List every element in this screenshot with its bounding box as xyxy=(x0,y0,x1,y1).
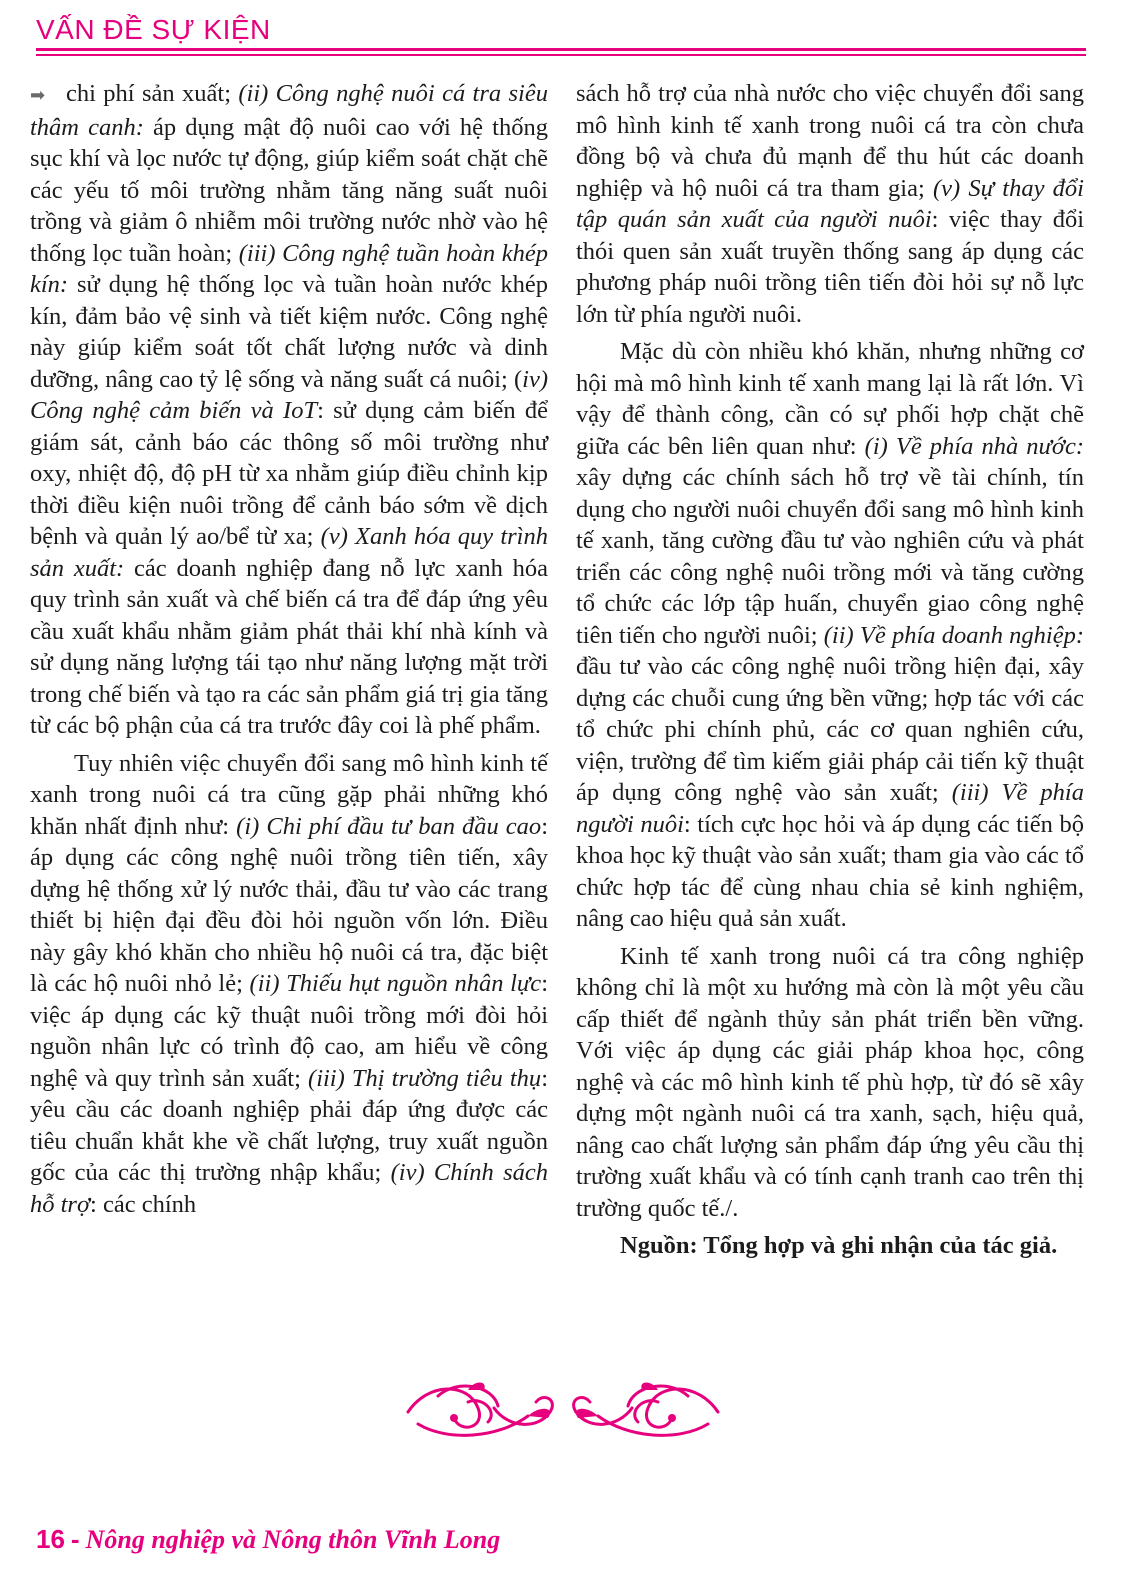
text-run-italic: (i) Chi phí đầu tư ban đầu cao xyxy=(236,812,542,840)
text-run: chi phí sản xuất; xyxy=(66,80,239,107)
text-run: : yêu cầu các doanh nghiệp phải đáp ứng được các tiêu chuẩn khắt khe về chất lượng, truy xuất nguồn gốc của các thị trường nhập khẩu; xyxy=(30,1064,548,1186)
floral-divider-ornament xyxy=(398,1372,728,1444)
text-run: sử dụng hệ thống lọc và tuần hoàn nước khép kín, đảm bảo vệ sinh và tiết kiệm nước. Công nghệ này giúp kiểm soát tốt chất lượng nước và dinh dưỡng, nâng cao tỷ lệ sống và năng suất cá nuôi; ( xyxy=(30,271,548,393)
text-run: : sử dụng cảm biến để giám sát, cảnh báo các thông số môi trường như oxy, nhiệt độ, độ pH từ xa nhằm giúp điều chỉnh kịp thời điều kiện nuôi trồng để cảnh báo sớm về dịch bệnh và quản lý ao/bể từ xa; xyxy=(30,397,549,550)
header-rule-thin xyxy=(36,54,1086,56)
text-run-italic: (ii) Về phía doanh nghiệp: xyxy=(823,621,1084,649)
text-run: sách hỗ trợ của nhà nước cho việc chuyển đổi sang mô hình kinh tế xanh trong nuôi cá tra còn chưa đồng bộ và chưa đủ mạnh để thu hút các doanh nghiệp và hộ nuôi cá tra tham gia; xyxy=(576,80,1084,202)
magazine-name: Nông nghiệp và Nông thôn Vĩnh Long xyxy=(85,1525,501,1554)
text-run: : áp dụng các công nghệ nuôi trồng tiên tiến, xây dựng hệ thống xử lý nước thải, đầu tư vào các trang thiết bị hiện đại đều đòi hỏi nguồn vốn lớn. Điều này gây khó khăn cho nhiều hộ nuôi cá tra, đặc biệt là các hộ nuôi nhỏ lẻ; xyxy=(30,812,548,997)
text-run: các doanh nghiệp đang nỗ lực xanh hóa quy trình sản xuất và chế biến cá tra để đáp ứng yêu cầu xuất khẩu nhằm giảm phát thải khí nhà kính và sử dụng năng lượng tái tạo như năng lượng mặt trời trong chế biến và tạo ra các sản phẩm giá trị gia tăng từ các bộ phận của cá tra trước đây coi là phế phẩm. xyxy=(30,554,549,739)
paragraph xyxy=(576,336,1084,935)
text-run-italic: (v) Sự thay đổi tập quán sản xuất của người nuôi xyxy=(576,174,1084,233)
text-run-italic: (ii) Công nghệ nuôi cá tra siêu thâm canh: xyxy=(30,80,548,141)
continuation-arrow-icon: ➡ xyxy=(30,85,46,105)
paragraph xyxy=(30,78,548,742)
source-credit: Nguồn: Tổng hợp và ghi nhận của tác giả. xyxy=(620,1232,1058,1259)
text-run: đầu tư vào các công nghệ nuôi trồng hiện đại, xây dựng các chuỗi cung ứng bền vững; hợp tác với các tổ chức phi chính phủ, các cơ quan nghiên cứu, viện, trường để tìm kiếm giải pháp cải tiến kỹ thuật áp dụng công nghệ vào sản xuất; xyxy=(576,653,1084,806)
text-run-italic: (iv) Chính sách hỗ trợ xyxy=(30,1159,548,1218)
section-title: VẤN ĐỀ SỰ KIỆN xyxy=(36,14,271,45)
text-run: : việc thay đổi thói quen sản xuất truyền thống sang áp dụng các phương pháp nuôi trồng tiên tiến đòi hỏi sự nỗ lực lớn từ phía người nuôi. xyxy=(576,206,1085,328)
paragraph: Kinh tế xanh trong nuôi cá tra công nghiệp không chỉ là một xu hướng mà còn là một yêu cầu cấp thiết để ngành thủy sản phát triển bền vững. Với việc áp dụng các giải pháp khoa học, công nghệ và các mô hình kinh tế phù hợp, từ đó sẽ xây dựng một ngành nuôi cá tra xanh, sạch, hiệu quả, nâng cao chất lượng sản phẩm đáp ứng yêu cầu thị trường xuất khẩu và có tính cạnh tranh cao trên thị trường quốc tế./. xyxy=(576,942,1084,1222)
text-run: áp dụng mật độ nuôi cao với hệ thống sục khí và lọc nước tự động, giúp kiểm soát chặt chẽ các yếu tố môi trường nhằm tăng năng suất nuôi trồng và giảm ô nhiễm môi trường nước nhờ vào hệ thống lọc tuần hoàn; xyxy=(30,113,548,267)
page-footer xyxy=(36,1524,500,1564)
text-run-italic: (iii) Về phía người nuôi xyxy=(576,779,1084,838)
text-run-italic: (iii) Công nghệ tuần hoàn khép kín: xyxy=(30,239,548,298)
text-run: : tích cực học hỏi và áp dụng các tiến bộ khoa học kỹ thuật vào sản xuất; tham gia vào các tổ chức hợp tác để cùng nhau chia sẻ kinh nghiệm, nâng cao hiệu quả sản xuất. xyxy=(576,810,1084,932)
text-run-italic: (v) Xanh hóa quy trình sản xuất: xyxy=(30,523,548,582)
text-run: : các chính xyxy=(90,1190,197,1218)
text-run: xây dựng các chính sách hỗ trợ về tài chính, tín dụng cho người nuôi chuyển đổi sang mô hình kinh tế xanh, tăng cường đầu tư vào nghiên cứu và phát triển các công nghệ nuôi trồng mới và tăng cường tổ chức các lớp tập huấn, chuyển giao công nghệ tiên tiến cho người nuôi; xyxy=(576,464,1084,649)
page-number: 16 xyxy=(36,1524,65,1554)
text-run: : việc áp dụng các kỹ thuật nuôi trồng mới đòi hỏi nguồn nhân lực có trình độ cao, am hiểu về công nghệ và quy trình sản xuất; xyxy=(30,970,548,1092)
right-column xyxy=(576,78,1084,1268)
page-header xyxy=(36,10,1086,58)
left-column xyxy=(30,78,548,1226)
paragraph xyxy=(576,78,1084,330)
text-run-italic: (iii) Thị trường tiêu thụ xyxy=(308,1064,542,1092)
text-run-italic: iv) Công nghệ cảm biến và IoT xyxy=(30,365,548,424)
paragraph xyxy=(30,748,548,1221)
header-rule-thick xyxy=(36,48,1086,51)
footer-separator: - xyxy=(70,1524,80,1554)
text-run: Tuy nhiên việc chuyển đổi sang mô hình kinh tế xanh trong nuôi cá tra cũng gặp phải những khó khăn nhất định như: xyxy=(30,749,548,840)
text-run-italic: (ii) Thiếu hụt nguồn nhân lực xyxy=(249,970,542,997)
text-run: Mặc dù còn nhiều khó khăn, nhưng những cơ hội mà mô hình kinh tế xanh mang lại là rất lớn. Vì vậy để thành công, cần có sự phối hợp chặt chẽ giữa các bên liên quan như: xyxy=(576,338,1084,460)
text-run-italic: (i) Về phía nhà nước: xyxy=(864,432,1085,460)
